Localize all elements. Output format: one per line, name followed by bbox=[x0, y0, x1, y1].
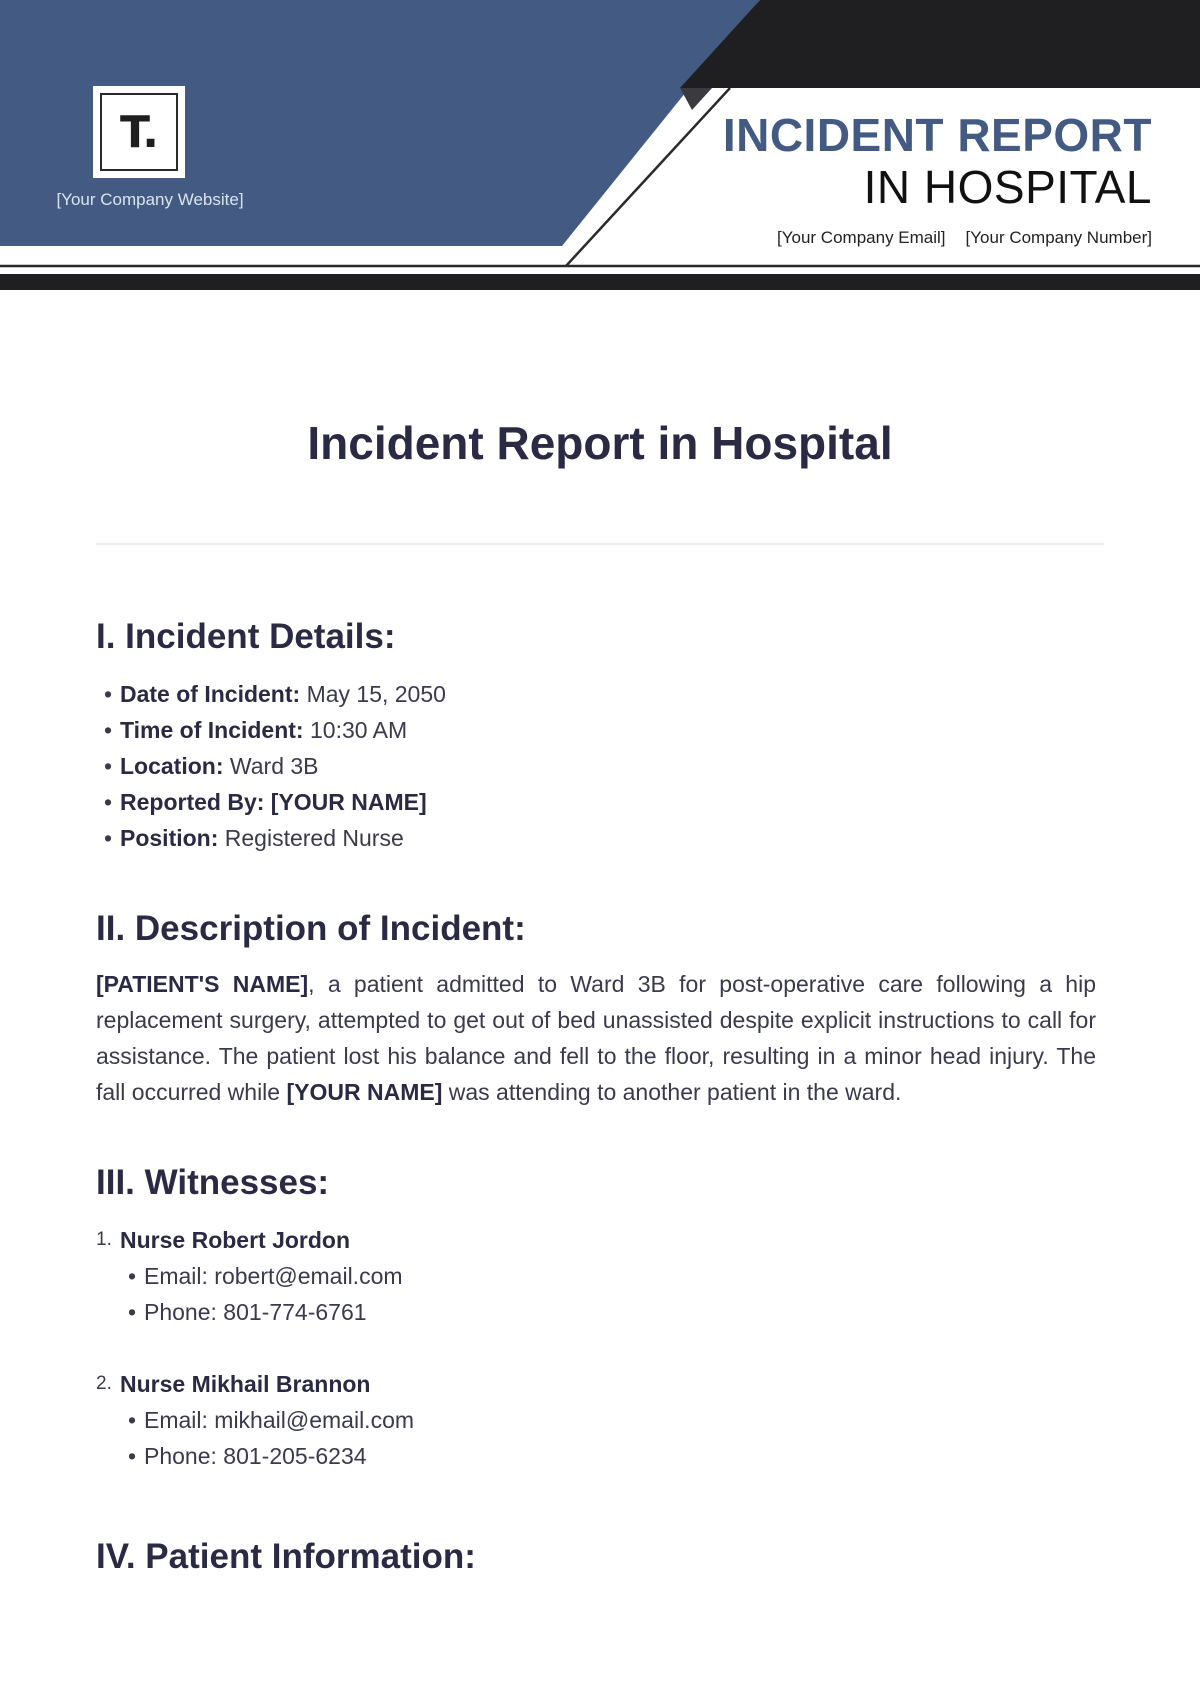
detail-value: [YOUR NAME] bbox=[270, 789, 427, 815]
witness-email: • Email: mikhail@email.com bbox=[120, 1402, 1096, 1438]
header-contact bbox=[777, 228, 1152, 248]
section-heading: II. Description of Incident: bbox=[96, 909, 526, 948]
witness-name: Nurse Robert Jordon bbox=[120, 1227, 351, 1253]
company-website: [Your Company Website] bbox=[56, 190, 244, 209]
witness-contact-list bbox=[96, 1258, 1096, 1330]
reporter-name: [YOUR NAME] bbox=[286, 1079, 443, 1105]
header-dark-shadow bbox=[680, 88, 712, 110]
section-description bbox=[96, 904, 1096, 1110]
description-text-1: , a patient admitted to Ward 3B for post-operative care following a hip replacement surgery, attempted to get out of bed unassisted despite explicit instructions to call for assistance. The patient lost his balance and fell to the floor, resulting in a minor head injury. The fall occurred while bbox=[96, 971, 1097, 1105]
company-number: [Your Company Number] bbox=[965, 228, 1152, 247]
description-paragraph bbox=[96, 966, 1096, 1110]
list-item bbox=[96, 748, 1096, 784]
company-email: [Your Company Email] bbox=[777, 228, 946, 247]
witness-entry bbox=[96, 1366, 1096, 1474]
detail-label: Date of Incident: bbox=[120, 681, 301, 707]
list-item bbox=[96, 712, 1096, 748]
header-bottom-bar bbox=[0, 274, 1200, 290]
company-logo bbox=[95, 88, 183, 176]
section-heading: IV. Patient Information: bbox=[96, 1537, 476, 1576]
witness-phone: • Phone: 801-774-6761 bbox=[120, 1294, 1096, 1330]
list-item bbox=[96, 820, 1096, 856]
list-item bbox=[96, 676, 1096, 712]
detail-value: Ward 3B bbox=[229, 753, 319, 779]
witness-header bbox=[96, 1366, 1096, 1402]
section-incident-details bbox=[96, 612, 1096, 856]
title-divider bbox=[96, 543, 1104, 545]
header-title-line1: INCIDENT REPORT bbox=[722, 109, 1152, 161]
list-item bbox=[96, 784, 1096, 820]
detail-label: Location: bbox=[120, 753, 224, 779]
witness-email: • Email: robert@email.com bbox=[120, 1258, 1096, 1294]
detail-value: Registered Nurse bbox=[224, 825, 404, 851]
witness-entry bbox=[96, 1222, 1096, 1330]
logo-letter: T. bbox=[100, 93, 178, 171]
header-dark-shape bbox=[680, 0, 1200, 88]
section-patient-information bbox=[96, 1532, 1096, 1582]
witness-name: Nurse Mikhail Brannon bbox=[120, 1371, 371, 1397]
witness-header bbox=[96, 1222, 1096, 1258]
detail-value: May 15, 2050 bbox=[306, 681, 446, 707]
document-body bbox=[96, 612, 1096, 1582]
description-text-2: was attending to another patient in the ward. bbox=[442, 1079, 902, 1105]
witness-number: 1. bbox=[96, 1229, 112, 1250]
detail-label: Position: bbox=[120, 825, 219, 851]
witness-phone: • Phone: 801-205-6234 bbox=[120, 1438, 1096, 1474]
section-heading: III. Witnesses: bbox=[96, 1163, 330, 1202]
detail-label: Reported By: bbox=[120, 789, 265, 815]
witness-number: 2. bbox=[96, 1373, 112, 1394]
detail-value: 10:30 AM bbox=[309, 717, 408, 743]
document-title: Incident Report in Hospital bbox=[307, 417, 893, 469]
patient-name: [PATIENT'S NAME] bbox=[96, 971, 309, 997]
section-heading: I. Incident Details: bbox=[96, 617, 396, 656]
section-witnesses bbox=[96, 1158, 1096, 1474]
detail-label: Time of Incident: bbox=[120, 717, 304, 743]
witness-contact-list bbox=[96, 1402, 1096, 1474]
incident-details-list bbox=[96, 676, 1096, 856]
header-title-line2: IN HOSPITAL bbox=[863, 161, 1152, 213]
